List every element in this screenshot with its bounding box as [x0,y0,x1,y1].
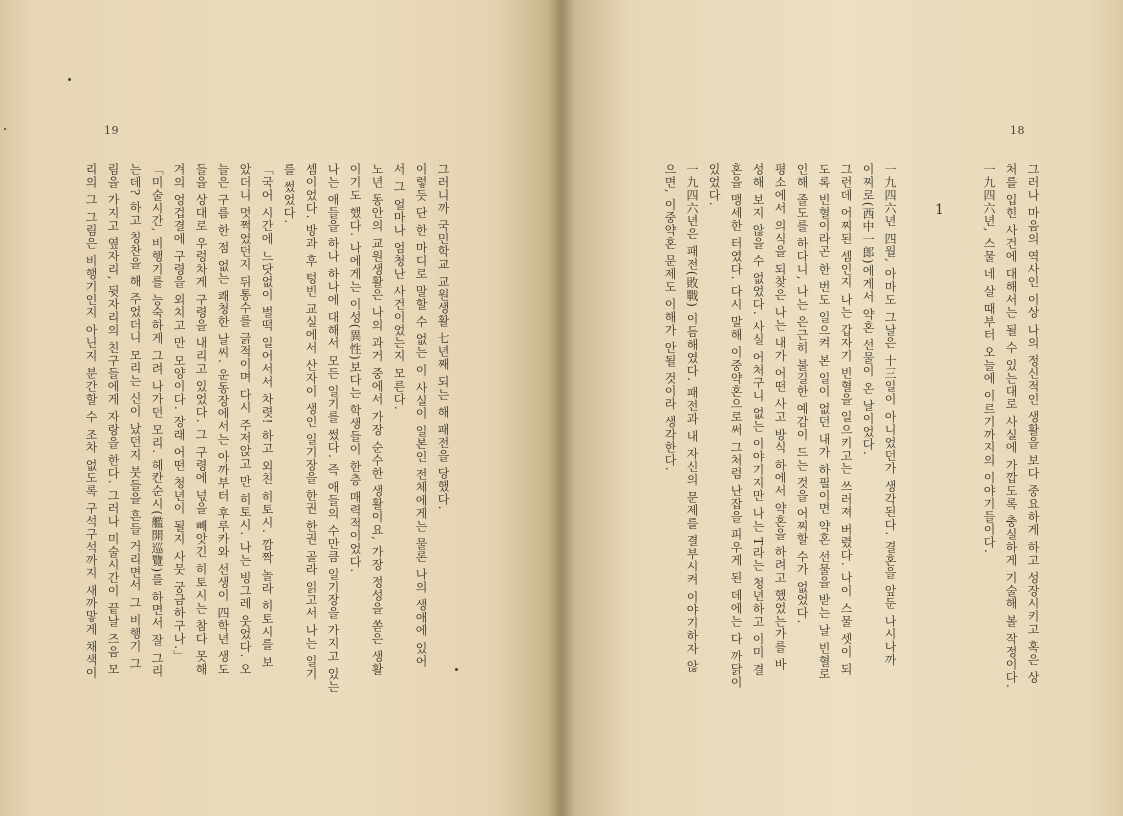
text-column: 도록 빈혈이라곤 한 번도 일으켜 본 일이 없던 내가 하필이면 약혼 선물을 받는 날 빈혈로 [817,163,831,681]
text-column: 「국어 시간에 느닷없이 벌떡 일어서서 차렷! 하고 외친 히토시. 깜짝 놀라 히토시를 보 [260,163,274,669]
text-column: 一九四六년, 스물 네 살 때부터 오늘에 이르기까지의 이야기들이다. [982,163,996,554]
ink-speck [68,78,71,81]
text-column: 들을 상대로 우렁차게 구령을 내리고 있었다. 그 구령에 넋을 빼앗긴 히토시는 참다 못해 [194,163,208,676]
text-column: 이찌로(西中一郎)에게서 약혼 선물이 온 날이었다. [861,163,875,456]
text-column: 그러니까 국민학교 교원생활 七년째 되는 해 패전을 당했다. [436,163,450,511]
section-number: 1 [935,202,944,218]
ink-speck [4,128,6,130]
text-column: 는데? 하고 칭찬을 해 주었더니 모리는 신이 났던지 붓들을 흔들 거리면서 그 비행기 그 [128,163,142,671]
text-column: 았더니 멋쩍었던지 뒤통수를 긁적이며 다시 주저앉고 만 히토시. 나는 빙그레 웃었다. 오 [238,163,252,676]
text-column: 서 그 얼마나 엄청난 사건이었는지 모른다. [392,163,406,411]
text-column: 리의 그 그림은 비행기인지 아닌지 분간할 수 조차 없도록 구석구석까지 새까맣게 채색이 [84,163,98,680]
page-number-right: 18 [1010,124,1025,137]
text-column: 一九四六년 四월, 아마도 그날은 十三일이 아니었던가 생각된다. 결혼을 앞둔 나시나까 [883,163,897,667]
text-column: 「미술시간, 비행기를 능숙하게 그려 나가던 모리. 헤칸순시(艦開巡覽)를 하면서 잘 그리 [150,163,164,678]
text-column: 그러나 마음의 역사인 이상 나의 정신적인 생활을 보다 중요하게 하고 성장시키고 혹은 상 [1026,163,1040,684]
text-column: 를 썼었다. [282,163,296,225]
text-column: 겨의 엉겁결에 구령을 외치고 만 모양이다. 장래 어떤 청년이 될지 사뭇 궁금하구나.」 [172,163,186,663]
page-number-left: 19 [104,124,119,137]
text-column: 노년 동안의 교원생활은 나의 과거 중에서 가장 순수한 생활이요, 가장 정성을 쏟은 생활 [370,163,384,676]
text-column: 있었다. [707,163,721,207]
text-column: 나는 애들을 하나 하나에 대해서 모든 일기를 썼다. 즉 애들의 수만큼 일기장을 가지고 있는 [326,163,340,694]
ink-speck [455,668,458,671]
text-column: 평소에서 의식을 되찾은 나는 내가 어떤 사고 방식 하에서 약혼을 하려고 했었는가를 바 [773,163,787,672]
text-column: 성해 보지 않을 수 없었다. 사실 어처구니 없는 이야기지만 나는 T라는 청년하고 이미 결 [751,163,765,677]
text-column: 이기도 했다. 나에게는 이성(異性)보다는 학생들이 한층 매력적이었다. [348,163,362,574]
text-column: 그런데 어찌된 셈인지 나는 갑자기 빈혈을 일으키고는 쓰러져 버렸다. 나이 스물 셋이 되 [839,163,853,676]
text-column: 처를 입힌 사건에 대해서는 될 수 있는대로 사실에 가깝도록 충실하게 기술해 볼 작정이다. [1004,163,1018,689]
text-column: 인해 졸도를 하다니, 나는 은근히 불길한 예감이 드는 것을 어찌할 수가 없었다. [795,163,809,625]
text-column: 이렇듯 단 한 마디로 말할 수 없는 이 사실이 일본인 전체에게는 물론 나의 생애에 있어 [414,163,428,668]
text-column: 림을 가지고 옆자리, 뒷자리의 친구들에게 자랑을 한다. 그러나 미술시간이 끝날 즈음 모 [106,163,120,676]
text-column: 혼을 맹세한 터였다. 다시 말해 이중약혼으로써 그처럼 난잡을 피우게 된 데에는 다 까닭이 [729,163,743,689]
text-column: 늘은 구름 한 점 없는 쾌청한 날씨. 운동장에서는 아까부터 후루카와 선생이 四학년 생도 [216,163,230,676]
text-column: 으면, 이중약혼 문제도 이해가 안될 것이라 생각한다. [663,163,677,472]
text-column: 一九四六년은 패전(敗戰) 이듬해였다. 패전과 내 자신의 문제를 결부시켜 이야기하자 않 [685,163,699,673]
text-column: 셈이었다. 방과 후 텅빈 교실에서 산자이 생인 일기장을 한권 한권 골라 읽고서 나는 일기 [304,163,318,681]
